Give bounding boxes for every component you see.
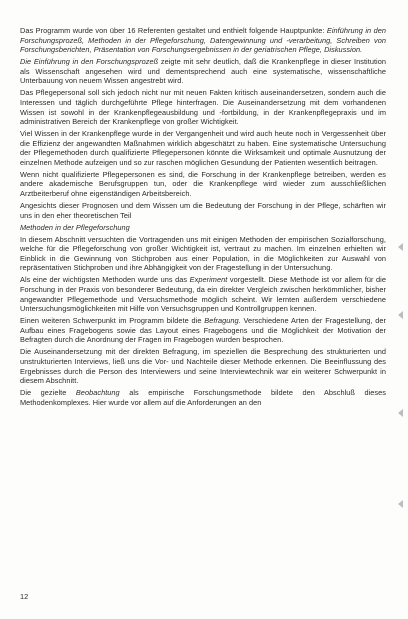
edge-marker <box>398 311 403 319</box>
paragraph <box>20 201 386 220</box>
paragraph <box>20 347 386 385</box>
paragraph <box>20 170 386 199</box>
paragraph <box>20 235 386 273</box>
text-run: zeigte mit sehr deutlich, daß die Krankenpflege in dieser Institution als Wissenschaft angesehen wird und dementsprechend auch eine systematische, wissenschaftliche Unterbauung von neuem Wissen angestrebt wird. <box>20 57 386 86</box>
paragraph <box>20 388 386 407</box>
text-run: Die gezielte <box>20 388 76 398</box>
section-heading <box>20 223 386 233</box>
paragraph <box>20 316 386 345</box>
text-run: Die Auseinandersetzung mit der direkten Befragung, im speziellen die Besprechung des strukturierten und unstrukturierten Interviews, ließ uns die Vor- und Nachteile dieser Methode erkennen. Die Beeinflussung des Ergebnisses durch die Person des Interviewers und seine Interviewtechnik war ein weiterer Schwerpunkt in diesem Abschnitt. <box>20 347 386 386</box>
emphasis-text: Die Einführung in den Forschungsprozeß <box>20 57 159 67</box>
body-text <box>20 26 386 410</box>
text-run: Viel Wissen in der Krankenpflege wurde in der Vergangenheit und wird auch heute noch in Vergessenheit über die Effizienz der angewandten Maßnahmen wirklich abgeschätzt zu haben. Eine systematische Untersuchung der Pflegemethoden durch qualifizierte Pflegepersonen könnte die Wirksamkeit und optimale Ausnutzung der einzelnen Methode aufzeigen und so zur raschen möglichen Gesundung der Patienten wesentlich beitragen. <box>20 129 386 167</box>
emphasis-text: Beobachtung <box>75 388 120 398</box>
text-run: In diesem Abschnitt versuchten die Vortragenden uns mit einigen Methoden der empirischen Sozialforschung, welche für die Pflegeforschung von großer Wichtigkeit ist, vertraut zu machen. Im einzelnen erhielten wir Einblick in die Gewinnung von Stichproben aus einer Population, in die Möglichkeiten zur Auswahl von repräsentativen Stichproben und ihre Abhängigkeit von der Fragestellung in der Untersuchung. <box>20 234 386 273</box>
paragraph <box>20 129 386 167</box>
text-run: . Verschiedene Arten der Fragestellung, der Aufbau eines Fragebogens sowie das Layout eines Fragebogens und die Möglichkeit der Motivation der Befragten durch die Anordnung der Fragen im Fragebogen wurden besprochen. <box>20 316 386 345</box>
emphasis-text: Einführung in den Forschungsprozeß, Methoden in der Pflegeforschung, Datengewinnung und -verarbeitung, Schreiben von Forschungsberichten, Präsentation von Forschungsergebnissen in der geriatrischen Pflege, Diskussion. <box>20 26 386 55</box>
paragraph <box>20 275 386 313</box>
emphasis-text: Methoden in der Pflegeforschung <box>20 222 130 232</box>
paragraph <box>20 88 386 126</box>
text-run: vorgestellt. Diese Methode ist vor allem für die Forschung in der Praxis von besonderer Bedeutung, da ein direkter Vergleich zwischen herkömmlicher, bisher angewandter Pflegemethode und Versuchsmethode möglich scheint. Wir lernten außerdem verschiedene Untersuchungsmöglichkeiten mit Hilfe von Versuchsgruppen und Kontrollgruppen kennen. <box>20 275 386 314</box>
text-run: Als eine der wichtigsten Methoden wurde uns das <box>20 275 190 285</box>
emphasis-text: Befragung <box>204 316 239 326</box>
text-run: Wenn nicht qualifizierte Pflegepersonen es sind, die Forschung in der Krankenpflege betreiben, werden es andere akademische Berufsgruppen tun, oder die Krankenpflege wird wieder zum ausschließlichen Arztbeiterberuf ohne eigenständigen Arbeitsbereich. <box>20 169 386 199</box>
page-number: 12 <box>20 592 29 601</box>
text-run: als empirische Forschungsmethode bildete den Abschluß dieses Methodenkomplexes. Hier wurde vor allem auf die Anforderungen an den <box>20 388 386 407</box>
text-run: Das Pflegepersonal soll sich jedoch nicht nur mit neuen Fakten kritisch auseinandersetzen, sondern auch die Interessen und täglich durchgeführte Pflege hinterfragen. Die Auseinandersetzung mit dem vorhandenen Wissen ist sowohl in der Krankenpflegeausbildung und -fortbildung, in der Krankenpflegepraxis und im administrativen Bereich der Krankenpflege von großer Wichtigkeit. <box>20 88 386 127</box>
edge-marker <box>398 500 403 508</box>
text-run: Angesichts dieser Prognosen und dem Wissen um die Bedeutung der Forschung in der Pflege, schärften wir uns in den eher theoretischen Teil <box>20 201 386 220</box>
edge-marker <box>398 409 403 417</box>
text-run: Einen weiteren Schwerpunkt im Programm bildete die <box>20 316 205 326</box>
paragraph <box>20 57 386 86</box>
emphasis-text: Experiment <box>189 275 228 285</box>
text-run: Das Programm wurde von über 16 Referenten gestaltet und enthielt folgende Hauptpunkte: <box>20 26 327 35</box>
paragraph <box>20 26 386 55</box>
edge-marker <box>398 243 403 251</box>
